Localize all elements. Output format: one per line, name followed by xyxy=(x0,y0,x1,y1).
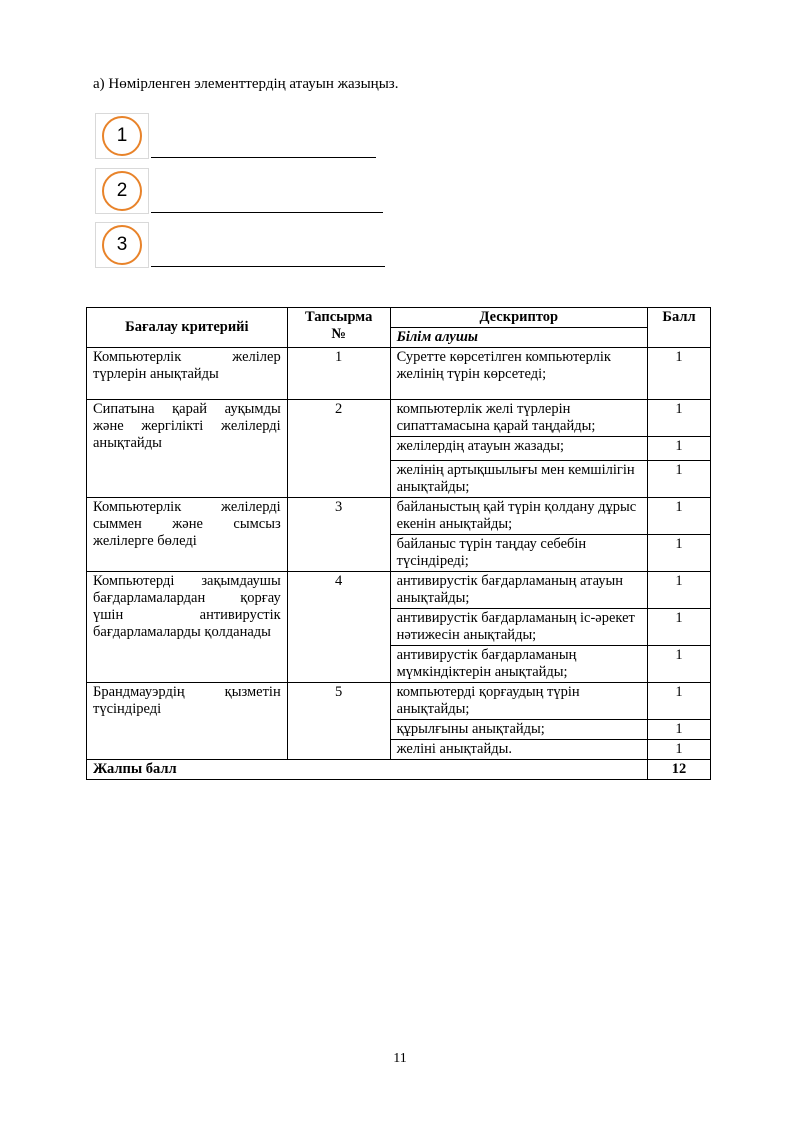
task-number-cell: 2 xyxy=(287,400,390,498)
answer-line-3[interactable] xyxy=(151,266,385,267)
table-row xyxy=(87,348,711,400)
score-cell: 1 xyxy=(648,400,711,437)
criterion-cell: Брандмауэрдің қызметін түсіндіреді xyxy=(87,683,288,760)
descriptor-cell: желілердің атауын жазады; xyxy=(390,437,647,461)
descriptor-cell: Суретте көрсетілген компьютерлік желінің түрін көрсетеді; xyxy=(390,348,647,400)
score-cell: 1 xyxy=(648,572,711,609)
descriptor-cell: антивирустік бағдарламаның мүмкіндіктерін анықтайды; xyxy=(390,646,647,683)
descriptor-cell: желіні анықтайды. xyxy=(390,740,647,760)
criterion-cell: Компьютерлік желілерді сыммен және сымсыз желілерге бөледі xyxy=(87,498,288,572)
header-learner: Білім алушы xyxy=(390,328,647,348)
criterion-cell: Компьютерді зақымдаушы бағдарламалардан қорғау үшін антивирустік бағдарламаларды қолданады xyxy=(87,572,288,683)
instruction-text: а) Нөмірленген элементтердің атауын жазыңыз. xyxy=(93,76,399,92)
score-cell: 1 xyxy=(648,720,711,740)
task-number-cell: 5 xyxy=(287,683,390,760)
total-score: 12 xyxy=(648,760,711,780)
total-row xyxy=(87,760,711,780)
score-cell: 1 xyxy=(648,609,711,646)
number-circle: 2 xyxy=(102,171,142,211)
task-number-cell: 1 xyxy=(287,348,390,400)
table-row xyxy=(87,498,711,535)
score-cell: 1 xyxy=(648,535,711,572)
header-task-line2: № xyxy=(331,326,346,342)
criterion-cell: Сипатына қарай ауқымды және жергілікті желілерді анықтайды xyxy=(87,400,288,498)
page-number: 11 xyxy=(393,1051,407,1066)
number-circle: 3 xyxy=(102,225,142,265)
descriptor-cell: байланыстың қай түрін қолдану дұрыс екенін анықтайды; xyxy=(390,498,647,535)
descriptor-cell: компьютерлік желі түрлерін сипаттамасына қарай таңдайды; xyxy=(390,400,647,437)
task-number-cell: 4 xyxy=(287,572,390,683)
number-box xyxy=(95,168,149,214)
header-score: Балл xyxy=(648,308,711,348)
score-cell: 1 xyxy=(648,498,711,535)
descriptor-cell: байланыс түрін таңдау себебін түсіндіреді; xyxy=(390,535,647,572)
header-descriptor: Дескриптор xyxy=(390,308,647,328)
answer-line-2[interactable] xyxy=(151,212,383,213)
answer-line-1[interactable] xyxy=(151,157,376,158)
table-row xyxy=(87,572,711,609)
total-label: Жалпы балл xyxy=(87,760,648,780)
descriptor-cell: антивирустік бағдарламаның іс-әрекет нәтижесін анықтайды; xyxy=(390,609,647,646)
number-circle: 1 xyxy=(102,116,142,156)
task-number-cell: 3 xyxy=(287,498,390,572)
header-task-line1: Тапсырма xyxy=(304,309,373,325)
header-criterion: Бағалау критерийі xyxy=(87,308,288,348)
numbered-item-3 xyxy=(95,222,395,270)
descriptor-cell: құрылғыны анықтайды; xyxy=(390,720,647,740)
descriptor-cell: желінің артықшылығы мен кемшілігін анықтайды; xyxy=(390,461,647,498)
score-cell: 1 xyxy=(648,683,711,720)
descriptor-cell: антивирустік бағдарламаның атауын анықтайды; xyxy=(390,572,647,609)
header-task xyxy=(287,308,390,348)
numbered-item-1 xyxy=(95,113,395,161)
score-cell: 1 xyxy=(648,461,711,498)
score-cell: 1 xyxy=(648,348,711,400)
table-row xyxy=(87,683,711,720)
criterion-cell: Компьютерлік желілер түрлерін анықтайды xyxy=(87,348,288,400)
descriptor-cell: компьютерді қорғаудың түрін анықтайды; xyxy=(390,683,647,720)
numbered-item-2 xyxy=(95,168,395,216)
number-box xyxy=(95,222,149,268)
table-row xyxy=(87,400,711,437)
score-cell: 1 xyxy=(648,437,711,461)
grading-table xyxy=(86,307,711,780)
score-cell: 1 xyxy=(648,740,711,760)
score-cell: 1 xyxy=(648,646,711,683)
number-box xyxy=(95,113,149,159)
